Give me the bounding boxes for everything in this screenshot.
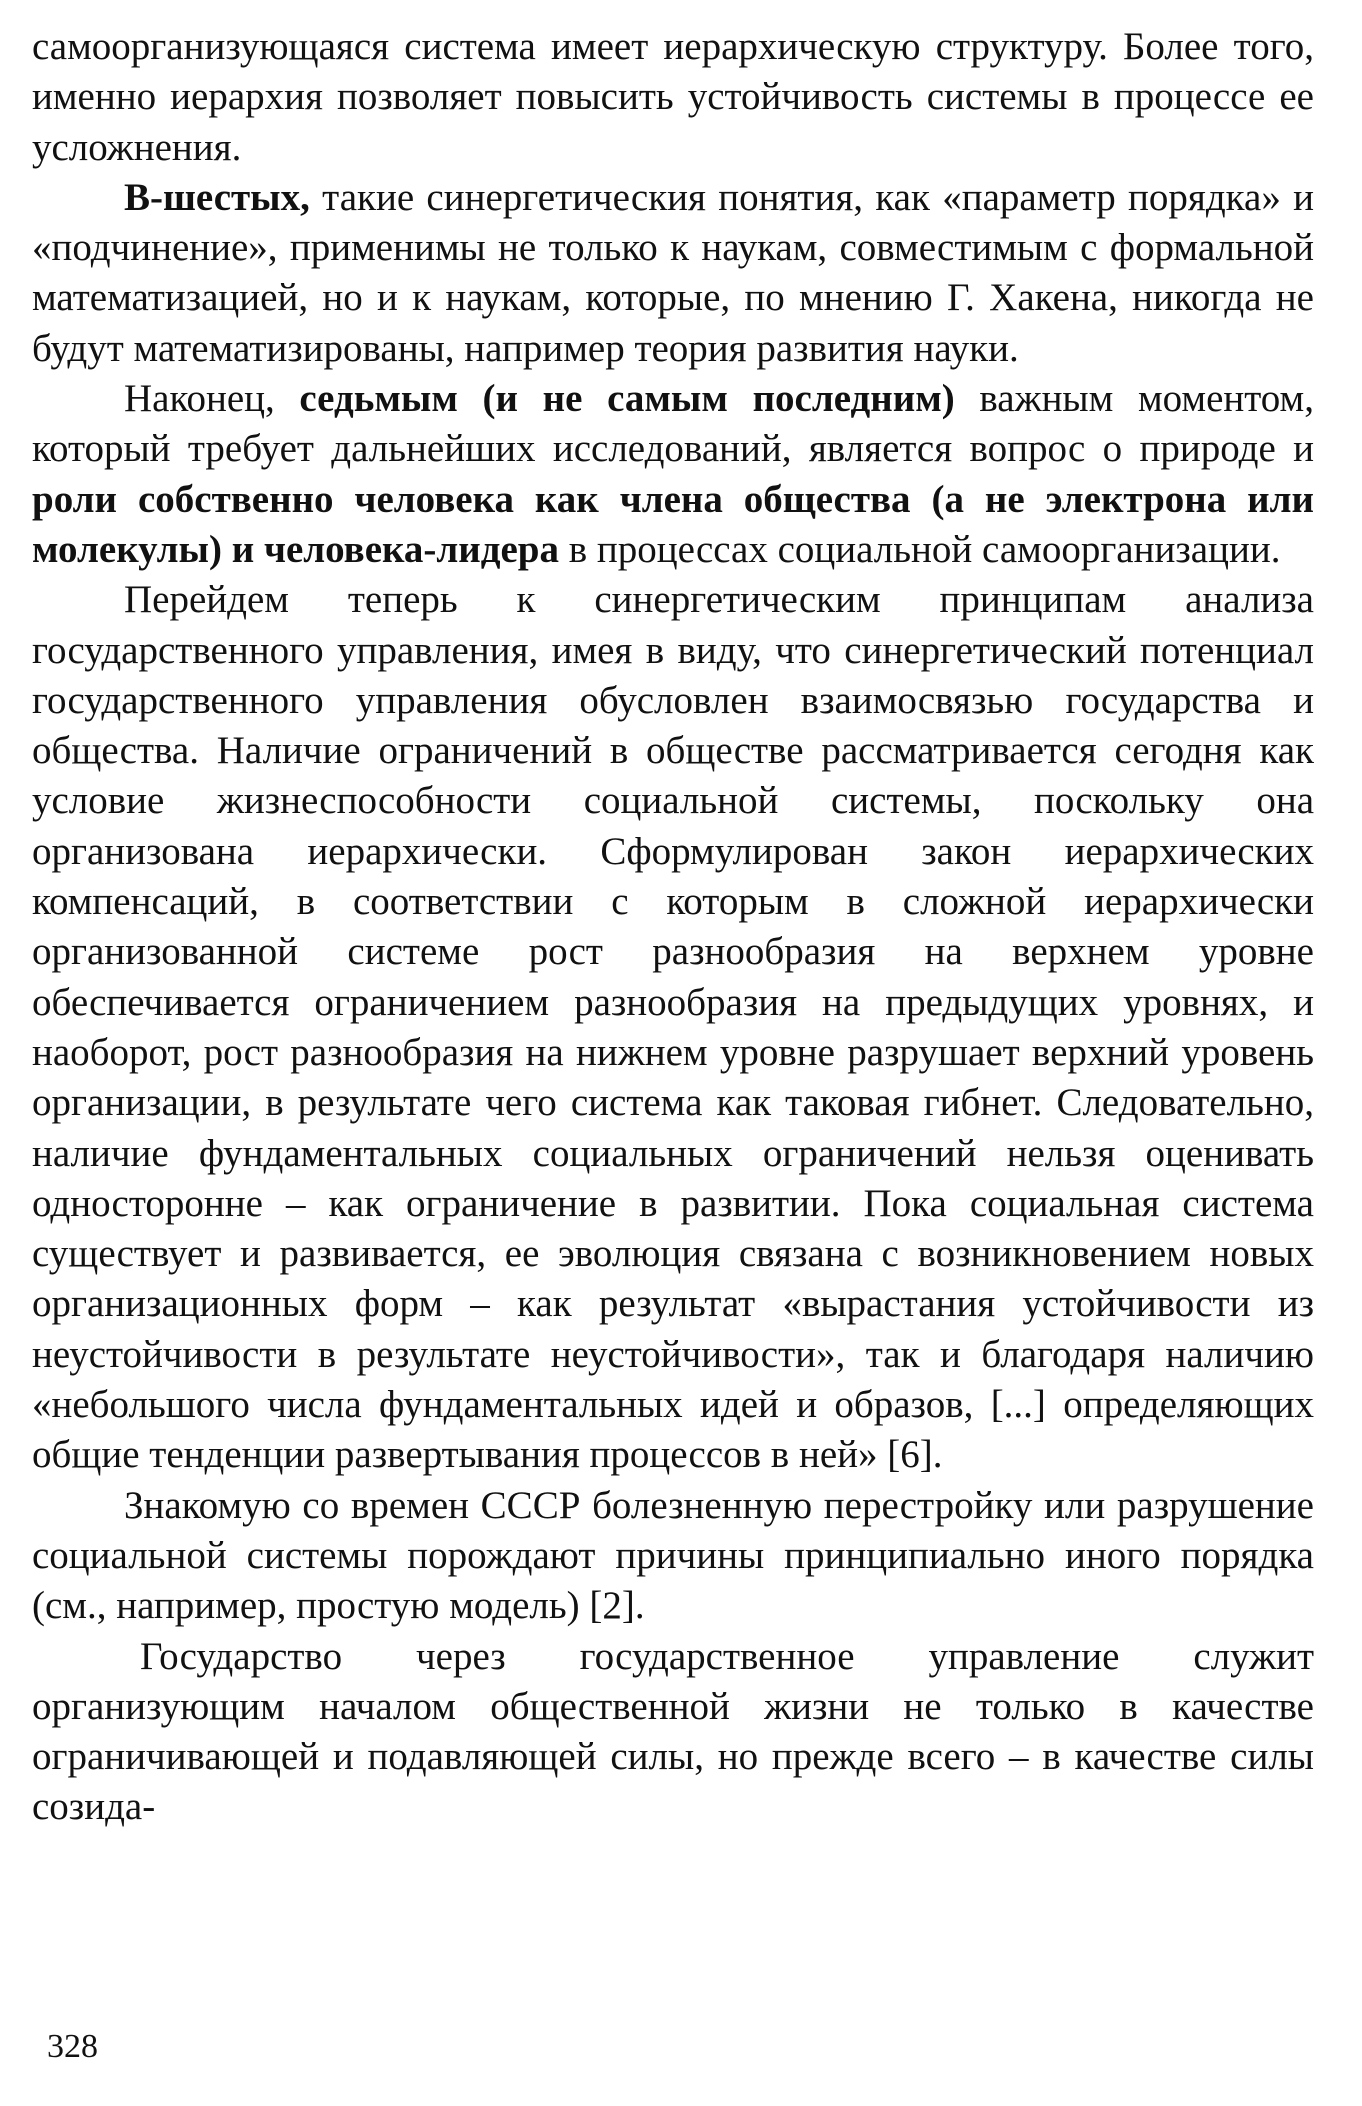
paragraph-1-text: самоорганизующаяся система имеет иерархическую структуру. Более того, именно иерархия позволяет повысить устойчивость системы в процессе ее усложнения.: [32, 25, 1314, 169]
paragraph-3: [32, 374, 1314, 575]
paragraph-3-bold-a: седьмым (и не самым последним): [299, 377, 955, 421]
paragraph-3-text-b: важным моментом, который требует дальнейших исследований, является вопрос о природе и: [32, 377, 1314, 471]
paragraph-6: [32, 1632, 1314, 1833]
paragraph-5-text: Знакомую со времен СССР болезненную перестройку или разрушение социальной системы порождают причины принципиально иного порядка (см., например, простую модель) [2].: [32, 1483, 1314, 1628]
paragraph-2: [32, 173, 1314, 374]
paragraph-2-bold-lead: В-шестых,: [124, 175, 310, 219]
paragraph-4-text: Перейдем теперь к синергетическим принципам анализа государственного управления, имея в виду, что синергетический потенциал государственного управления обусловлен взаимосвязью государства и общества. Наличие ограничений в обществе рассматривается сегодня как условие жизнеспособности социальной системы, поскольку она организована иерархически. Сформулирован закон иерархических компенсаций, в соответствии с которым в сложной иерархически организованной системе рост разнообразия на верхнем уровне обеспечивается ограничением разнообразия на предыдущих уровнях, и наоборот, рост разнообразия на нижнем уровне разрушает верхний уровень организации, в результате чего система как таковая гибнет. Следовательно, наличие фундаментальных социальных ограничений нельзя оценивать односторонне – как ограничение в развитии. Пока социальная система существует и развивается, ее эволюция связана с возникновением новых организационных форм – как результат «вырастания устойчивости из неустойчивости в результате неустойчивости», так и благодаря наличию «небольшого числа фундаментальных идей и образов, [...] определяющих общие тенденции развертывания процессов в ней» [6].: [32, 578, 1314, 1477]
paragraph-2-text: такие синергетическия понятия, как «параметр порядка» и «подчинение», применимы не только к наукам, совместимым с формальной математизацией, но и к наукам, которые, по мнению Г. Хакена, никогда не будут математизированы, например теория развития науки.: [32, 175, 1314, 370]
paragraph-3-text-c: в процессах социальной самоорганизации.: [559, 527, 1281, 571]
paragraph-4: [32, 575, 1314, 1480]
paragraph-6-text: Государство через государственное управление служит организующим началом общественной жизни не только в качестве ограничивающей и подавляющей силы, но прежде всего – в качестве силы созида-: [32, 1634, 1314, 1829]
page-number: 328: [47, 2028, 98, 2065]
paragraph-5: [32, 1481, 1314, 1632]
page-body: [32, 22, 1314, 2082]
paragraph-1: [32, 22, 1314, 173]
paragraph-3-bold-b: роли собственно человека как члена общества (а не электрона или молекулы) и человека-лидера: [32, 477, 1314, 571]
paragraph-3-text-a: Наконец,: [124, 377, 300, 421]
